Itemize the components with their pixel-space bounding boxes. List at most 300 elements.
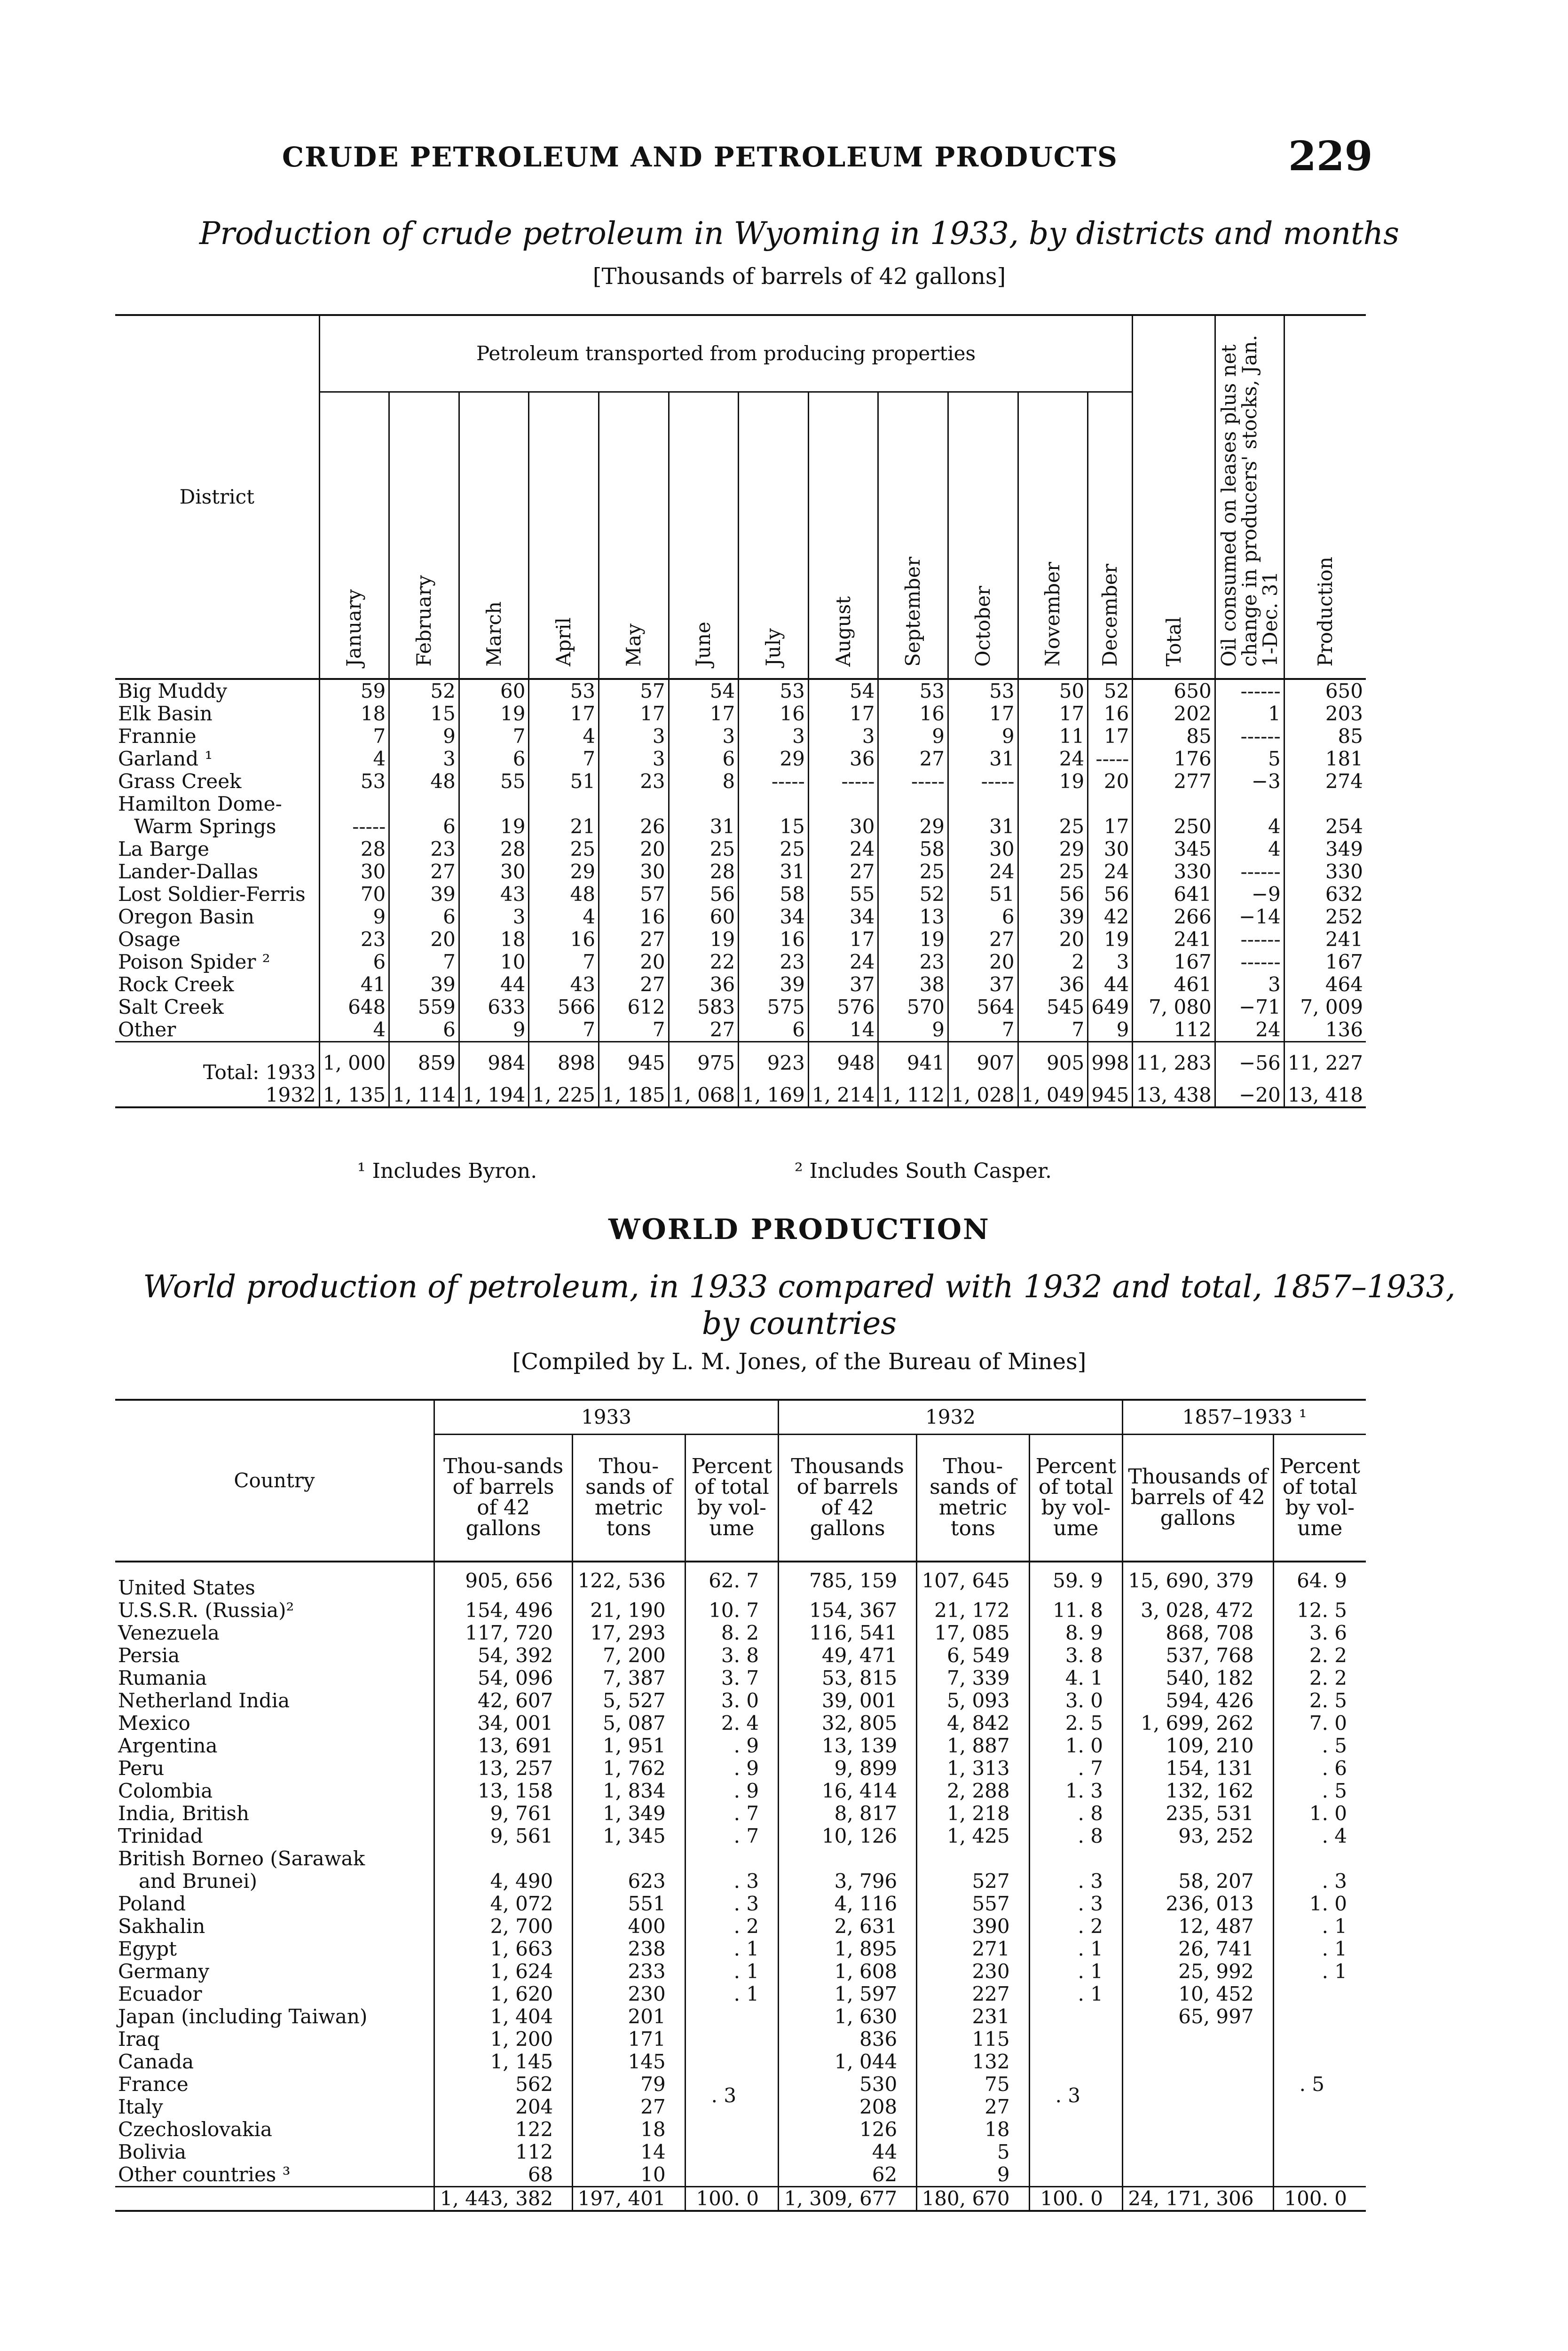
cell-value: 1, 313: [917, 1757, 1029, 1780]
country-name: and Brunei): [139, 1869, 258, 1893]
cell-value: 15, 690, 379: [1122, 1562, 1273, 1599]
cell-value: 1, 169: [739, 1084, 809, 1107]
cell-value: 57: [599, 679, 669, 702]
cell-value: 17: [808, 928, 878, 951]
cell-value: 24: [1018, 748, 1088, 770]
cell-value: 13, 257: [434, 1757, 573, 1780]
cell-value: 115: [917, 2028, 1029, 2051]
country-name: Trinidad: [118, 1824, 203, 1847]
cell-value: 176: [1133, 748, 1215, 770]
district-name: La Barge: [118, 837, 210, 860]
cell-value: 16, 414: [779, 1780, 917, 1802]
cell-value: 79: [573, 2073, 685, 2096]
cell-value: 56: [1018, 883, 1088, 906]
cell-value: 181: [1284, 748, 1366, 770]
cell-value: 53: [529, 679, 599, 702]
cell-value: 923: [739, 1041, 809, 1084]
cell-value: 5: [1215, 748, 1284, 770]
cell-value: 122: [434, 2118, 573, 2141]
cell-value: . 6: [1273, 1757, 1366, 1780]
district-row: [115, 748, 1366, 770]
cell-value: 576: [808, 996, 878, 1018]
cell-value: [1088, 793, 1133, 815]
country-name: Argentina: [118, 1734, 218, 1757]
cell-value: 42, 607: [434, 1689, 573, 1712]
cell-value: 1, 218: [917, 1802, 1029, 1825]
cell-value: 8. 2: [685, 1622, 778, 1644]
cell-value: 330: [1284, 860, 1366, 883]
cell-value: 3: [1215, 973, 1284, 996]
cell-value: 1, 834: [573, 1780, 685, 1802]
cell-value: 1, 425: [917, 1825, 1029, 1847]
cell-value: 34: [808, 906, 878, 928]
cell-value: 9: [948, 725, 1018, 748]
total-value: 197, 401: [573, 2186, 685, 2211]
cell-value: 594, 426: [1122, 1689, 1273, 1712]
cell-value: 632: [1284, 883, 1366, 906]
cell-value: 54: [669, 679, 739, 702]
cell-value: ------: [1215, 860, 1284, 883]
cell-value: 30: [808, 815, 878, 838]
cell-value: 4, 842: [917, 1712, 1029, 1735]
cell-value: 564: [948, 996, 1018, 1018]
cell-value: 27: [878, 748, 948, 770]
cell-value: 25: [1018, 815, 1088, 838]
cell-value: [1122, 2118, 1273, 2141]
cell-value: 21, 190: [573, 1599, 685, 1622]
cell-value: 11: [1018, 725, 1088, 748]
cell-value: [573, 1847, 685, 1870]
cell-value: 7: [948, 1018, 1018, 1042]
cell-value: 1, 349: [573, 1802, 685, 1825]
cell-value: 50: [1018, 679, 1088, 702]
cell-value: 6: [319, 951, 389, 973]
cell-value: 19: [459, 702, 529, 725]
cell-value: 19: [1018, 770, 1088, 793]
cell-value: 51: [529, 770, 599, 793]
cell-value: . 2: [685, 1915, 778, 1938]
wyoming-unit-note: [Thousands of barrels of 42 gallons]: [592, 263, 1006, 290]
cell-value: 5, 527: [573, 1689, 685, 1712]
world-compiled-note: [Compiled by L. M. Jones, of the Bureau of Mines]: [512, 1349, 1087, 1375]
district-name: Poison Spider ²: [118, 950, 270, 973]
cell-value: 2, 631: [779, 1915, 917, 1938]
cell-value: . 5: [1273, 1983, 1366, 2187]
cell-value: −71: [1215, 996, 1284, 1018]
cell-value: 3: [459, 906, 529, 928]
cell-value: 201: [573, 2005, 685, 2028]
country-name: Rumania: [118, 1666, 207, 1689]
cell-value: 20: [389, 928, 459, 951]
cell-value: 3: [1088, 951, 1133, 973]
cell-value: . 9: [685, 1735, 778, 1757]
cell-value: 9: [459, 1018, 529, 1042]
cell-value: [1029, 1847, 1122, 1870]
cell-value: [685, 1847, 778, 1870]
subcolumn-header: Percent of total by vol-ume: [1273, 1435, 1366, 1562]
cell-value: 52: [878, 883, 948, 906]
cell-value: 4. 1: [1029, 1667, 1122, 1689]
month-header: January: [319, 392, 389, 679]
country-row: [115, 1644, 1366, 1667]
cell-value: [1122, 2028, 1273, 2051]
country-name: Venezuela: [118, 1621, 220, 1644]
cell-value: 1, 068: [669, 1084, 739, 1107]
cell-value: 1. 0: [1273, 1893, 1366, 1915]
cell-value: 836: [779, 2028, 917, 2051]
cell-value: 907: [948, 1041, 1018, 1084]
cell-value: 27: [599, 973, 669, 996]
cell-value: 13, 418: [1284, 1084, 1366, 1107]
cell-value: [459, 793, 529, 815]
cell-value: 461: [1133, 973, 1215, 996]
cell-value: 9, 761: [434, 1802, 573, 1825]
country-name: British Borneo (Sarawak: [118, 1846, 365, 1870]
month-header: March: [459, 392, 529, 679]
country-row: [115, 1847, 1366, 1870]
cell-value: 230: [573, 1983, 685, 2005]
cell-value: −56: [1215, 1041, 1284, 1084]
cell-value: 44: [1088, 973, 1133, 996]
country-name: Japan (including Taiwan): [118, 2004, 368, 2028]
cell-value: 75: [917, 2073, 1029, 2096]
country-name: U.S.S.R. (Russia)²: [118, 1598, 294, 1622]
cell-value: . 3: [1029, 2005, 1122, 2187]
cell-value: 14: [573, 2141, 685, 2163]
cell-value: 17: [808, 702, 878, 725]
cell-value: 56: [1088, 883, 1133, 906]
cell-value: 570: [878, 996, 948, 1018]
cell-value: 1, 145: [434, 2051, 573, 2073]
district-row: [115, 815, 1366, 838]
cell-value: 271: [917, 1938, 1029, 1960]
cell-value: . 7: [685, 1802, 778, 1825]
cell-value: 53: [948, 679, 1018, 702]
district-name: Lost Soldier-Ferris: [118, 882, 306, 906]
cell-value: 30: [459, 860, 529, 883]
cell-value: [1122, 2163, 1273, 2187]
cell-value: . 1: [685, 1960, 778, 1983]
cell-value: -----: [948, 770, 1018, 793]
country-name: United States: [118, 1576, 255, 1599]
cell-value: 17: [669, 702, 739, 725]
country-row: [115, 1802, 1366, 1825]
cell-value: 2, 288: [917, 1780, 1029, 1802]
cell-value: 19: [459, 815, 529, 838]
cell-value: 3. 8: [1029, 1644, 1122, 1667]
district-row: [115, 793, 1366, 815]
cell-value: . 1: [685, 1938, 778, 1960]
cell-value: 1, 663: [434, 1938, 573, 1960]
country-row: [115, 1960, 1366, 1983]
cell-value: 11, 283: [1133, 1041, 1215, 1084]
country-name: Germany: [118, 1959, 210, 1983]
district-name: Grass Creek: [118, 769, 242, 793]
cell-value: 238: [573, 1938, 685, 1960]
total-row: [115, 1084, 1366, 1107]
cell-value: [529, 793, 599, 815]
cell-value: 27: [389, 860, 459, 883]
cell-value: 7. 0: [1273, 1712, 1366, 1735]
country-row: [115, 1562, 1366, 1599]
cell-value: -----: [878, 770, 948, 793]
cell-value: 7: [599, 1018, 669, 1042]
cell-value: 39, 001: [779, 1689, 917, 1712]
cell-value: . 7: [685, 1825, 778, 1847]
district-row: [115, 1018, 1366, 1042]
cell-value: 60: [669, 906, 739, 928]
cell-value: 235, 531: [1122, 1802, 1273, 1825]
cell-value: 54, 392: [434, 1644, 573, 1667]
cell-value: 53: [739, 679, 809, 702]
cell-value: 25: [878, 860, 948, 883]
cell-value: 62. 7: [685, 1562, 778, 1599]
cell-value: 3: [739, 725, 809, 748]
cell-value: 20: [599, 838, 669, 860]
cell-value: [599, 793, 669, 815]
cell-value: 16: [739, 702, 809, 725]
cell-value: 16: [529, 928, 599, 951]
month-header: September: [878, 392, 948, 679]
cell-value: 112: [434, 2141, 573, 2163]
cell-value: [779, 1847, 917, 1870]
cell-value: 154, 496: [434, 1599, 573, 1622]
cell-value: 34: [739, 906, 809, 928]
cell-value: 2. 4: [685, 1712, 778, 1735]
subcolumn-header: Thou-sands of metric tons: [573, 1435, 685, 1562]
district-row: [115, 702, 1366, 725]
cell-value: 998: [1088, 1041, 1133, 1084]
cell-value: 1, 044: [779, 2051, 917, 2073]
cell-value: 241: [1284, 928, 1366, 951]
cell-value: 9: [389, 725, 459, 748]
cell-value: 1, 114: [389, 1084, 459, 1107]
wyoming-table-title: Production of crude petroleum in Wyoming in 1933, by districts and months: [199, 215, 1400, 252]
country-row: [115, 1780, 1366, 1802]
cell-value: 48: [389, 770, 459, 793]
cell-value: ------: [1215, 679, 1284, 702]
cell-value: 6: [389, 906, 459, 928]
cell-value: 945: [1088, 1084, 1133, 1107]
district-name: Garland ¹: [118, 747, 213, 770]
country-row: [115, 1712, 1366, 1735]
cell-value: . 1: [685, 1983, 778, 2005]
cell-value: 31: [948, 748, 1018, 770]
cell-value: 22: [669, 951, 739, 973]
cell-value: 53, 815: [779, 1667, 917, 1689]
total-value: 100. 0: [685, 2186, 778, 2211]
cell-value: −20: [1215, 1084, 1284, 1107]
cell-value: [1122, 2051, 1273, 2073]
cell-value: 1, 185: [599, 1084, 669, 1107]
cell-value: [389, 793, 459, 815]
cell-value: [1018, 793, 1088, 815]
cell-value: 3, 796: [779, 1870, 917, 1893]
country-name: Italy: [118, 2095, 163, 2118]
cell-value: 93, 252: [1122, 1825, 1273, 1847]
cell-value: 52: [1088, 679, 1133, 702]
cell-value: 2. 2: [1273, 1667, 1366, 1689]
subcolumn-header: Percent of total by vol-ume: [1029, 1435, 1122, 1562]
wyoming-production-table: [115, 314, 1366, 1108]
cell-value: 12. 5: [1273, 1599, 1366, 1622]
cell-value: 16: [1088, 702, 1133, 725]
cell-value: . 4: [1273, 1825, 1366, 1847]
cell-value: 58, 207: [1122, 1870, 1273, 1893]
country-name: Bolivia: [118, 2140, 187, 2163]
cell-value: . 3: [685, 1893, 778, 1915]
cell-value: 23: [599, 770, 669, 793]
cell-value: 3: [599, 748, 669, 770]
cell-value: 19: [1088, 928, 1133, 951]
cell-value: 27: [599, 928, 669, 951]
country-row: [115, 1825, 1366, 1847]
cell-value: . 5: [1273, 1780, 1366, 1802]
cell-value: 51: [948, 883, 1018, 906]
country-name: Iraq: [118, 2027, 160, 2051]
district-name: Frannie: [118, 724, 197, 748]
subcolumn-header: Thousands of barrels of 42 gallons: [779, 1435, 917, 1562]
cell-value: 39: [1018, 906, 1088, 928]
country-name: Other countries ³: [118, 2162, 291, 2186]
cell-value: 38: [878, 973, 948, 996]
cell-value: 122, 536: [573, 1562, 685, 1599]
cell-value: 25, 992: [1122, 1960, 1273, 1983]
cell-value: 27: [669, 1018, 739, 1042]
district-name: Rock Creek: [118, 972, 234, 996]
district-row: [115, 928, 1366, 951]
cell-value: 648: [319, 996, 389, 1018]
world-production-table: [115, 1399, 1366, 2212]
cell-value: 10, 126: [779, 1825, 917, 1847]
cell-value: 20: [1088, 770, 1133, 793]
cell-value: 44: [779, 2141, 917, 2163]
cell-value: 14: [808, 1018, 878, 1042]
month-header: November: [1018, 392, 1088, 679]
cell-value: 10: [573, 2163, 685, 2187]
cell-value: 231: [917, 2005, 1029, 2028]
cell-value: [878, 793, 948, 815]
month-header: April: [529, 392, 599, 679]
district-row: [115, 770, 1366, 793]
cell-value: [1122, 2096, 1273, 2118]
cell-value: 3: [389, 748, 459, 770]
cell-value: 116, 541: [779, 1622, 917, 1644]
cell-value: 9: [878, 1018, 948, 1042]
cell-value: 30: [599, 860, 669, 883]
cell-value: . 1: [1029, 1938, 1122, 1960]
cell-value: 10, 452: [1122, 1983, 1273, 2005]
cell-value: [1284, 793, 1366, 815]
cell-value: 6: [669, 748, 739, 770]
cell-value: 16: [599, 906, 669, 928]
cell-value: 3, 028, 472: [1122, 1599, 1273, 1622]
cell-value: 10. 7: [685, 1599, 778, 1622]
cell-value: 20: [948, 951, 1018, 973]
cell-value: 171: [573, 2028, 685, 2051]
cell-value: −3: [1215, 770, 1284, 793]
cell-value: 537, 768: [1122, 1644, 1273, 1667]
cell-value: 18: [917, 2118, 1029, 2141]
cell-value: 566: [529, 996, 599, 1018]
cell-value: 18: [319, 702, 389, 725]
production-column-header: Production: [1284, 315, 1366, 679]
cell-value: 527: [917, 1870, 1029, 1893]
cell-value: 4, 490: [434, 1870, 573, 1893]
month-header: May: [599, 392, 669, 679]
cell-value: 13, 691: [434, 1735, 573, 1757]
month-header: July: [739, 392, 809, 679]
cell-value: [1122, 1847, 1273, 1870]
cell-value: 7, 200: [573, 1644, 685, 1667]
cell-value: 650: [1284, 679, 1366, 702]
cell-value: 2, 700: [434, 1915, 573, 1938]
cell-value: 1, 887: [917, 1735, 1029, 1757]
wyoming-footnote-2: ² Includes South Casper.: [795, 1159, 1052, 1183]
country-name: Persia: [118, 1643, 180, 1667]
cell-value: 62: [779, 2163, 917, 2187]
cell-value: 3. 0: [1029, 1689, 1122, 1712]
cell-value: 4, 116: [779, 1893, 917, 1915]
cell-value: 43: [459, 883, 529, 906]
country-row: [115, 1735, 1366, 1757]
cell-value: 17: [599, 702, 669, 725]
cell-value: 7: [389, 951, 459, 973]
cell-value: 9, 899: [779, 1757, 917, 1780]
cell-value: 1, 699, 262: [1122, 1712, 1273, 1735]
cell-value: 23: [389, 838, 459, 860]
cell-value: 6, 549: [917, 1644, 1029, 1667]
cell-value: 17, 293: [573, 1622, 685, 1644]
cell-value: 23: [319, 928, 389, 951]
cell-value: 167: [1284, 951, 1366, 973]
cell-value: . 7: [1029, 1757, 1122, 1780]
cell-value: [808, 793, 878, 815]
cell-value: 349: [1284, 838, 1366, 860]
cell-value: 16: [739, 928, 809, 951]
cell-value: 1, 049: [1018, 1084, 1088, 1107]
cell-value: 132: [917, 2051, 1029, 2073]
cell-value: 236, 013: [1122, 1893, 1273, 1915]
cell-value: 13, 158: [434, 1780, 573, 1802]
cell-value: 4: [319, 1018, 389, 1042]
cell-value: 7: [1018, 1018, 1088, 1042]
district-row: [115, 951, 1366, 973]
cell-value: -----: [808, 770, 878, 793]
cell-value: 464: [1284, 973, 1366, 996]
district-row: [115, 996, 1366, 1018]
country-name: France: [118, 2072, 189, 2096]
district-row: [115, 883, 1366, 906]
cell-value: 4: [529, 906, 599, 928]
country-row: [115, 1667, 1366, 1689]
cell-value: 1, 112: [878, 1084, 948, 1107]
cell-value: [434, 1847, 573, 1870]
cell-value: [1215, 793, 1284, 815]
cell-value: 11. 8: [1029, 1599, 1122, 1622]
cell-value: 266: [1133, 906, 1215, 928]
country-row: [115, 1689, 1366, 1712]
cell-value: 1, 608: [779, 1960, 917, 1983]
cell-value: -----: [319, 815, 389, 838]
district-name: Elk Basin: [118, 702, 213, 725]
cell-value: 7, 080: [1133, 996, 1215, 1018]
cell-value: 3. 7: [685, 1667, 778, 1689]
district-name: Warm Springs: [134, 814, 276, 838]
cell-value: 400: [573, 1915, 685, 1938]
cell-value: 230: [917, 1960, 1029, 1983]
cell-value: -----: [739, 770, 809, 793]
